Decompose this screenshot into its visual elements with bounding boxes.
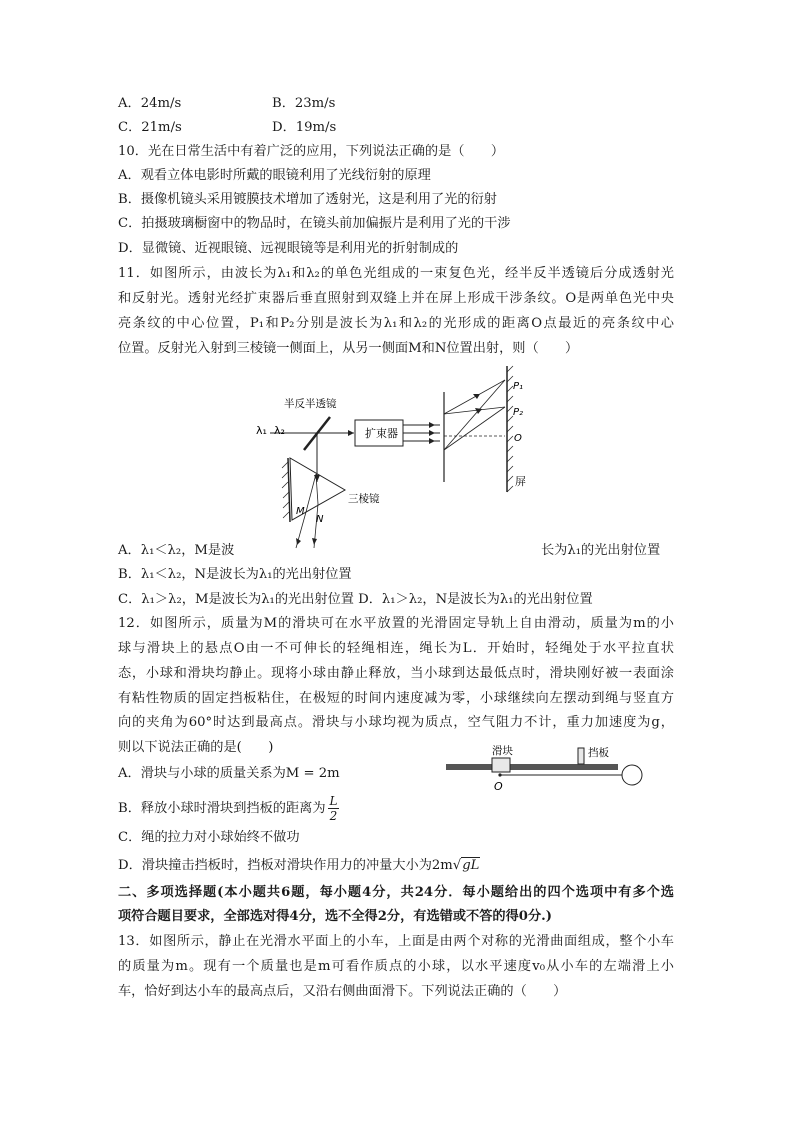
section2-heading-line2: 项符合题目要求，全部选对得4分，选不全得2分，有选错或不答的得0分.) bbox=[118, 909, 552, 924]
slider-block bbox=[492, 758, 510, 772]
fig-o-pivot-label: O bbox=[494, 780, 503, 793]
q9-option-d: D．19m/s bbox=[272, 120, 337, 135]
q12-stem-line3: 态，小球和滑块均静止。现将小球由静止释放，当小球到达最低点时，滑块刚好被一表面涂 bbox=[118, 666, 674, 681]
section2-heading-line1: 二、多项选择题(本小题共6题，每小题4分，共24分．每小题给出的四个选项中有多个选 bbox=[118, 885, 674, 900]
q9-option-b: B．23m/s bbox=[272, 96, 336, 111]
q12-stem-line4: 有粘性物质的固定挡板粘住，在极短的时间内速度减为零，小球继续向左摆动到绳与竖直方 bbox=[118, 691, 674, 706]
fig-p2-label: P₂ bbox=[513, 407, 524, 418]
q9-option-c: C．21m/s bbox=[118, 120, 182, 135]
q12-slider-figure bbox=[440, 742, 650, 794]
q12-stem-line2: 球与滑块上的悬点O由一不可伸长的轻绳相连，绳长为L．开始时，轻绳处于水平拉直状 bbox=[118, 641, 674, 656]
q12-stem-line5: 向的夹角为60°时达到最高点。滑块与小球均视为质点，空气阻力不计，重力加速度为g， bbox=[118, 715, 674, 730]
q11-stem-line2: 和反射光。透射光经扩束器后垂直照射到双缝上并在屏上形成干涉条纹。O是两单色光中央 bbox=[118, 291, 674, 306]
q11-option-c-d: C．λ₁＞λ₂，M是波长为λ₁的光出射位置 D．λ₁＞λ₂，N是波长为λ₁的光出射位置 bbox=[118, 592, 593, 607]
fig-o-label: O bbox=[514, 433, 522, 444]
q12-option-d bbox=[118, 856, 480, 876]
fig-screen-label: 屏 bbox=[515, 475, 526, 488]
baffle bbox=[578, 748, 584, 764]
q12-option-a: A．滑块与小球的质量关系为M = 2m bbox=[118, 766, 340, 781]
q12-stem-line6: 则以下说法正确的是( ) bbox=[118, 740, 274, 755]
q11-option-b: B．λ₁＜λ₂，N是波长为λ₁的光出射位置 bbox=[118, 567, 352, 582]
fig-m-label: M bbox=[296, 506, 305, 517]
fig-prism-label: 三棱镜 bbox=[348, 493, 380, 505]
fig-lambda1-label: λ₁ bbox=[256, 424, 267, 437]
ball bbox=[622, 765, 642, 785]
q13-stem-line2: 的质量为m。现有一个质量也是m可看作质点的小球，以水平速度v₀从小车的左端滑上小 bbox=[118, 959, 674, 974]
fig-expander-label: 扩束器 bbox=[365, 427, 398, 440]
q11-stem-line4: 位置。反射光入射到三棱镜一侧面上，从另一侧面M和N位置出射，则（ ） bbox=[118, 341, 579, 356]
sqrt-sign: √ bbox=[452, 858, 462, 873]
q10-option-a: A．观看立体电影时所戴的眼镜利用了光线衍射的原理 bbox=[118, 168, 431, 183]
q13-stem-line3: 车，恰好到达小车的最高点后，又沿右侧曲面滑下。下列说法正确的（ ） bbox=[118, 984, 567, 999]
q11-stem-line1: 11．如图所示，由波长为λ₁和λ₂的单色光组成的一束复色光，经半反半透镜后分成透射光 bbox=[118, 266, 674, 281]
q11-stem-line3: 亮条纹的中心位置，P₁和P₂分别是波长为λ₁和λ₂的光形成的距离O点最近的亮条纹中心 bbox=[118, 316, 674, 331]
q10-option-c: C．拍摄玻璃橱窗中的物品时，在镜头前加偏振片是利用了光的干涉 bbox=[118, 216, 511, 231]
rail bbox=[446, 764, 618, 770]
q12-option-b-text: B．释放小球时滑块到挡板的距离为 bbox=[118, 801, 326, 816]
fig-mirror-label: 半反半透镜 bbox=[284, 398, 337, 410]
q13-stem-line1: 13．如图所示，静止在光滑水平面上的小车，上面是由两个对称的光滑曲面组成，整个小车 bbox=[118, 934, 674, 949]
q11-option-a-part2: 长为λ₁的光出射位置 bbox=[541, 543, 661, 558]
q9-option-a: A．24m/s bbox=[118, 96, 182, 111]
frac-den: 2 bbox=[329, 809, 338, 823]
sqrt-radicand: gL bbox=[462, 858, 480, 873]
q10-stem: 10．光在日常生活中有着广泛的应用，下列说法正确的是（ ） bbox=[118, 144, 505, 159]
fig-baffle-label: 挡板 bbox=[588, 747, 609, 759]
q10-option-b: B．摄像机镜头采用镀膜技术增加了透射光，这是利用了光的衍射 bbox=[118, 192, 497, 207]
q12-option-c: C．绳的拉力对小球始终不做功 bbox=[118, 830, 300, 845]
q12-option-b bbox=[118, 794, 339, 823]
q11-option-a-part1: A．λ₁＜λ₂，M是波 bbox=[118, 543, 235, 558]
frac-num: L bbox=[329, 794, 338, 808]
q11-optics-figure bbox=[250, 362, 540, 552]
q12-option-d-text: D．滑块撞击挡板时，挡板对滑块作用力的冲量大小为2m bbox=[118, 858, 453, 873]
fig-lambda2-label: λ₂ bbox=[274, 424, 285, 437]
fraction-l-over-2 bbox=[328, 794, 340, 823]
fig-p1-label: P₁ bbox=[513, 381, 524, 392]
fig-slider-label: 滑块 bbox=[492, 745, 513, 757]
q10-option-d: D．显微镜、近视眼镜、远视眼镜等是利用光的折射制成的 bbox=[118, 241, 459, 256]
fig-n-label: N bbox=[316, 514, 324, 525]
q12-stem-line1: 12．如图所示，质量为M的滑块可在水平放置的光滑固定导轨上自由滑动，质量为m的小 bbox=[118, 616, 674, 631]
